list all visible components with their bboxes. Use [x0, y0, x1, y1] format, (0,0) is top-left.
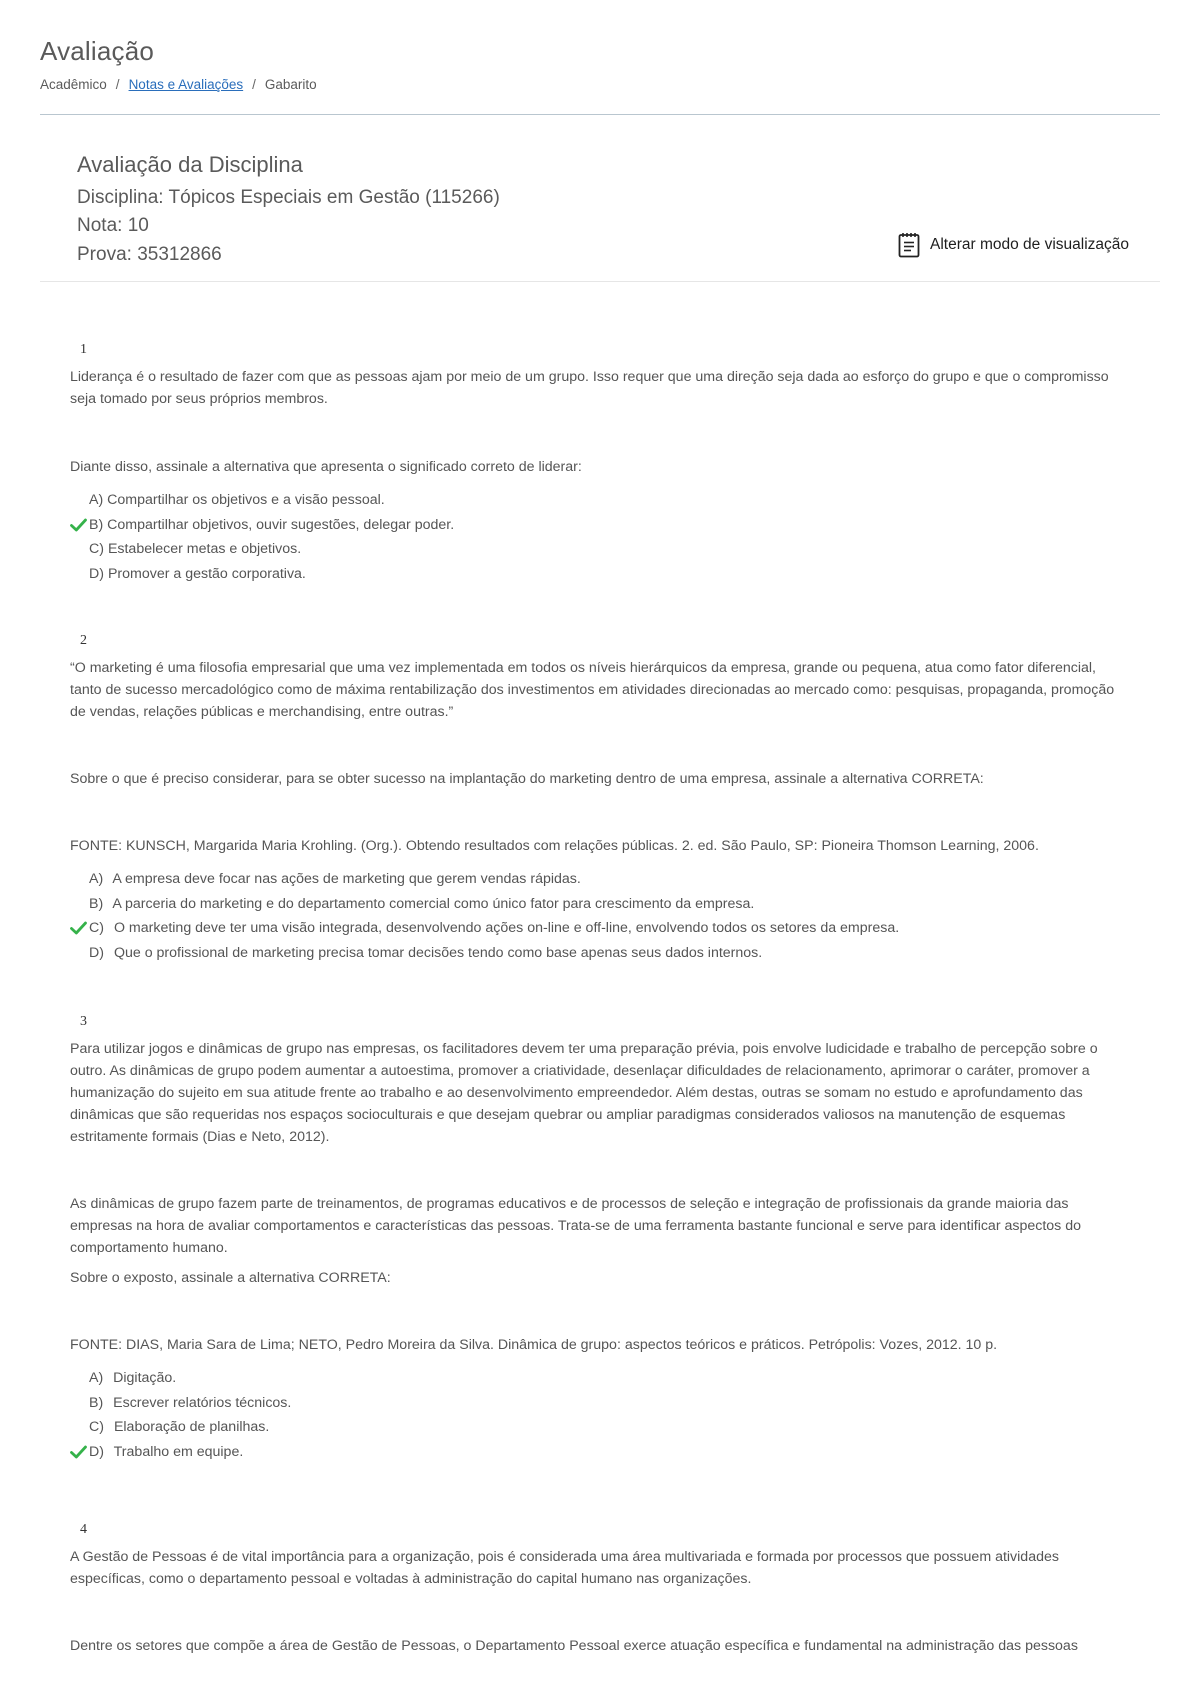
question-source: FONTE: DIAS, Maria Sara de Lima; NETO, Pedro Moreira da Silva. Dinâmica de grupo: aspectos teóricos e práticos. Petrópolis: Vozes, 2012. 10 p.: [70, 1337, 998, 1353]
breadcrumb-item-gabarito: Gabarito: [264, 77, 317, 92]
question-text: “O marketing é uma filosofia empresarial que uma vez implementada em todos os níveis hierárquicos da empresa, grande ou pequena, atua como fator diferencial, tanto de sucesso mercadológico como de máxima rentabilização dos investimentos em atividades direcionadas ao mercado como: pesquisas, propaganda, promoção de vendas, relações públicas e merchandising, entre outras.”: [70, 660, 1115, 720]
question-prompt: Sobre o exposto, assinale a alternativa CORRETA:: [70, 1270, 391, 1286]
notepad-icon: [898, 232, 920, 258]
alternative-letter: A): [89, 1370, 104, 1386]
alternative-text: Escrever relatórios técnicos.: [113, 1394, 292, 1411]
alternative-letter: C): [89, 920, 104, 936]
alternative-text: Promover a gestão corporativa.: [107, 565, 306, 582]
alternative-d[interactable]: [70, 1440, 1130, 1465]
page-header: [40, 36, 1160, 92]
alternative-letter: D): [89, 1443, 104, 1460]
alternative-letter: C): [89, 1419, 104, 1435]
breadcrumb: [40, 77, 1160, 92]
alternative-text: Trabalho em equipe.: [113, 1443, 244, 1460]
check-icon: [70, 1445, 87, 1459]
summary-title: Avaliação da Disciplina: [77, 152, 303, 177]
check-icon: [70, 921, 87, 935]
question-number: 2: [80, 633, 87, 648]
breadcrumb-separator: /: [115, 77, 120, 92]
breadcrumb-separator: /: [252, 77, 256, 92]
alternative-letter: B): [89, 1394, 104, 1411]
alternative-d[interactable]: [70, 562, 1130, 587]
question-prompt: Dentre os setores que compõe a área de Gestão de Pessoas, o Departamento Pessoal exerce atuação específica e fundamental na administração das pessoas: [70, 1638, 1078, 1654]
grade-label: Nota: 10: [77, 215, 149, 236]
alternative-letter: B): [89, 895, 104, 912]
question-source: FONTE: KUNSCH, Margarida Maria Krohling. (Org.). Obtendo resultados com relações públicas. 2. ed. São Paulo, SP: Pioneira Thomson Learning, 2006.: [70, 838, 1039, 854]
view-mode-toggle-label: Alterar modo de visualização: [930, 236, 1130, 253]
alternative-b[interactable]: [70, 1391, 1130, 1416]
alternative-c[interactable]: [70, 916, 1130, 941]
question-text: Liderança é o resultado de fazer com que as pessoas ajam por meio de um grupo. Isso requer que uma direção seja dada ao esforço do grupo e que o compromisso seja tomado por seus próprios membros.: [70, 369, 1109, 407]
alternative-c[interactable]: [70, 1415, 1130, 1440]
alternative-a[interactable]: [70, 867, 1130, 892]
alternative-d[interactable]: [70, 941, 1130, 966]
question-3: [70, 1014, 1130, 1464]
question-prompt: Sobre o que é preciso considerar, para se obter sucesso na implantação do marketing dentro de uma empresa, assinale a alternativa CORRETA:: [70, 771, 984, 787]
alternative-text: Estabelecer metas e objetivos.: [107, 541, 302, 557]
alternatives-list: [70, 1366, 1130, 1464]
alternative-letter: D): [89, 944, 104, 961]
question-2: [70, 633, 1130, 965]
question-number: 3: [80, 1014, 87, 1029]
alternative-c[interactable]: [70, 537, 1130, 562]
alternative-b[interactable]: [70, 513, 1130, 538]
alternative-b[interactable]: [70, 892, 1130, 917]
alternative-letter: B): [89, 516, 104, 533]
question-number: 1: [80, 342, 87, 357]
breadcrumb-item-academico[interactable]: Acadêmico: [40, 77, 107, 92]
exam-label: Prova: 35312866: [77, 244, 222, 265]
alternative-letter: A): [89, 871, 104, 887]
alternative-a[interactable]: [70, 488, 1130, 513]
question-4: [70, 1522, 1130, 1657]
alternative-text: Compartilhar os objetivos e a visão pessoal.: [107, 492, 385, 508]
view-mode-toggle-button[interactable]: [898, 232, 1129, 258]
alternatives-list: [70, 488, 1130, 586]
evaluation-summary: [40, 114, 1160, 282]
alternatives-list: [70, 867, 1130, 965]
alternative-text: Digitação.: [113, 1370, 177, 1386]
alternative-letter: A): [89, 492, 104, 508]
question-number: 4: [80, 1522, 87, 1537]
alternative-text: Que o profissional de marketing precisa tomar decisões tendo como base apenas seus dados internos.: [113, 944, 763, 961]
question-text: A Gestão de Pessoas é de vital importância para a organização, pois é considerada uma área multivariada e formada por processos que possuem atividades específicas, como o departamento pessoal e voltadas à administração do capital humano nas organizações.: [70, 1549, 1059, 1587]
question-prompt: Diante disso, assinale a alternativa que apresenta o significado correto de liderar:: [70, 459, 582, 475]
alternative-letter: C): [89, 541, 104, 557]
question-context: As dinâmicas de grupo fazem parte de treinamentos, de programas educativos e de processos de seleção e integração de profissionais da grande maioria das empresas na hora de avaliar comportamentos e características das pessoas. Trata-se de uma ferramenta bastante funcional e serve para identificar aspectos do comportamento humano.: [70, 1196, 1081, 1256]
alternative-text: A empresa deve focar nas ações de marketing que gerem vendas rápidas.: [112, 871, 581, 887]
discipline-label: Disciplina: Tópicos Especiais em Gestão (115266): [77, 187, 500, 208]
alternative-letter: D): [89, 565, 104, 582]
question-text: Para utilizar jogos e dinâmicas de grupo nas empresas, os facilitadores devem ter uma preparação prévia, pois envolve ludicidade e trabalho de percepção sobre o outro. As dinâmicas de grupo podem aumentar a autoestima, promover a criatividade, desenlaçar dificuldades de relacionamento, aprimorar o caráter, promover a humanização do sujeito em sua atitude frente ao trabalho e ao desenvolvimento empreendedor. Além destas, outras se somam no estudo e aprofundamento das dinâmicas que são requeridas nos espaços socioculturais e que desejam quebrar ou ampliar paradigmas considerados valiosos na manutenção de esquemas estritamente formais (Dias e Neto, 2012).: [70, 1041, 1098, 1145]
alternative-text: A parceria do marketing e do departamento comercial como único fator para crescimento da empresa.: [112, 895, 755, 912]
check-icon: [70, 518, 87, 532]
page-title: Avaliação: [40, 36, 155, 66]
question-1: [70, 342, 1130, 586]
alternative-text: Compartilhar objetivos, ouvir sugestões, delegar poder.: [107, 516, 455, 533]
alternative-a[interactable]: [70, 1366, 1130, 1391]
breadcrumb-link-notas[interactable]: Notas e Avaliações: [128, 77, 244, 92]
alternative-text: Elaboração de planilhas.: [113, 1419, 270, 1435]
alternative-text: O marketing deve ter uma visão integrada, desenvolvendo ações on-line e off-line, envolvendo todos os setores da empresa.: [113, 920, 900, 936]
